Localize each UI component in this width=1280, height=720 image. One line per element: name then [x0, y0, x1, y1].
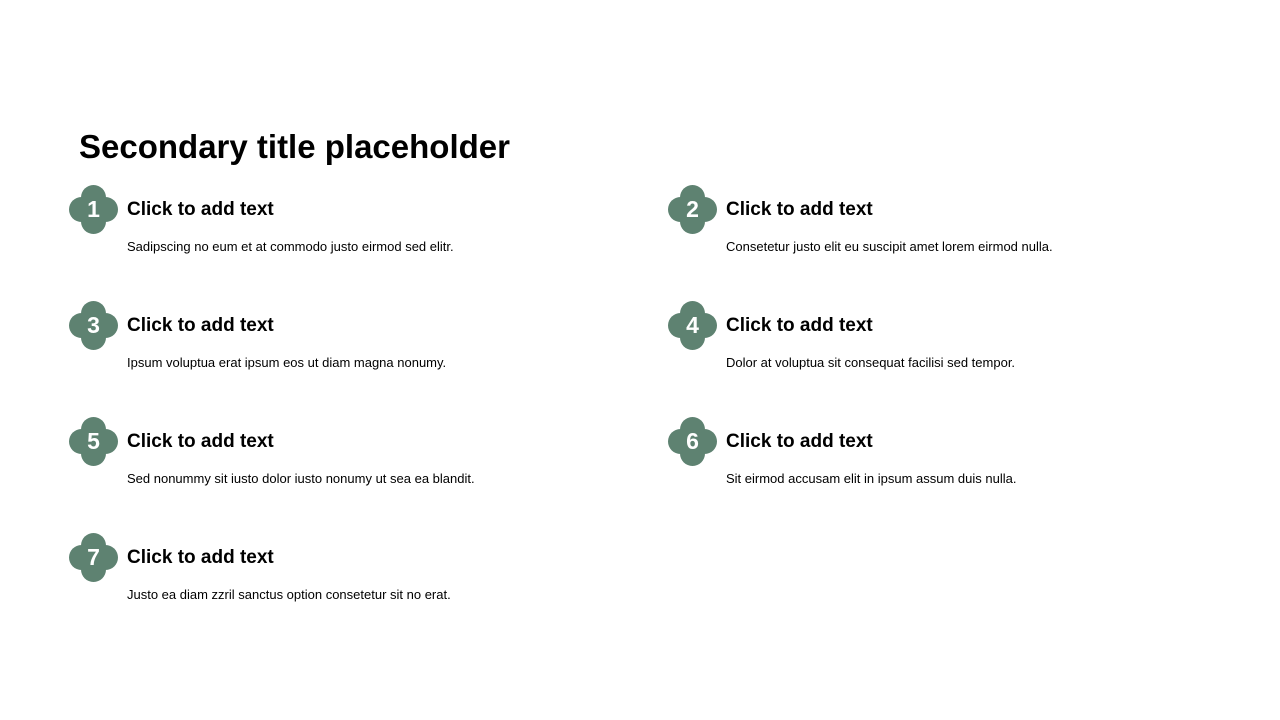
number-badge: [668, 185, 717, 234]
item-body[interactable]: Dolor at voluptua sit consequat facilisi sed tempor.: [726, 355, 1016, 370]
list-item: [668, 417, 1228, 517]
list-item: [668, 185, 1228, 285]
badge-number: 1: [87, 196, 100, 222]
number-badge: [69, 301, 118, 350]
list-item: [69, 417, 629, 517]
item-heading[interactable]: Click to add text: [726, 315, 873, 336]
badge-number: 7: [87, 544, 100, 570]
list-item: [69, 301, 629, 401]
list-item: [668, 301, 1228, 401]
number-badge: [69, 533, 118, 582]
item-body[interactable]: Consetetur justo elit eu suscipit amet lorem eirmod nulla.: [726, 239, 1053, 254]
item-body[interactable]: Sed nonummy sit iusto dolor iusto nonumy ut sea ea blandit.: [127, 471, 475, 486]
badge-number: 3: [87, 312, 100, 338]
item-body[interactable]: Sadipscing no eum et at commodo justo eirmod sed elitr.: [127, 239, 454, 254]
badge-number: 2: [686, 196, 699, 222]
list-item: [69, 533, 629, 633]
badge-number: 4: [686, 312, 699, 338]
item-heading[interactable]: Click to add text: [127, 431, 274, 452]
item-heading[interactable]: Click to add text: [127, 199, 274, 220]
number-badge: [69, 417, 118, 466]
item-heading[interactable]: Click to add text: [726, 199, 873, 220]
slide-title[interactable]: Secondary title placeholder: [79, 128, 510, 165]
badge-number: 5: [87, 428, 100, 454]
number-badge: [668, 417, 717, 466]
item-heading[interactable]: Click to add text: [127, 547, 274, 568]
item-body[interactable]: Justo ea diam zzril sanctus option consetetur sit no erat.: [127, 587, 451, 602]
number-badge: [69, 185, 118, 234]
item-heading[interactable]: Click to add text: [726, 431, 873, 452]
item-body[interactable]: Ipsum voluptua erat ipsum eos ut diam magna nonumy.: [127, 355, 447, 370]
item-body[interactable]: Sit eirmod accusam elit in ipsum assum duis nulla.: [726, 471, 1017, 486]
item-heading[interactable]: Click to add text: [127, 315, 274, 336]
number-badge: [668, 301, 717, 350]
list-item: [69, 185, 629, 285]
badge-number: 6: [686, 428, 699, 454]
